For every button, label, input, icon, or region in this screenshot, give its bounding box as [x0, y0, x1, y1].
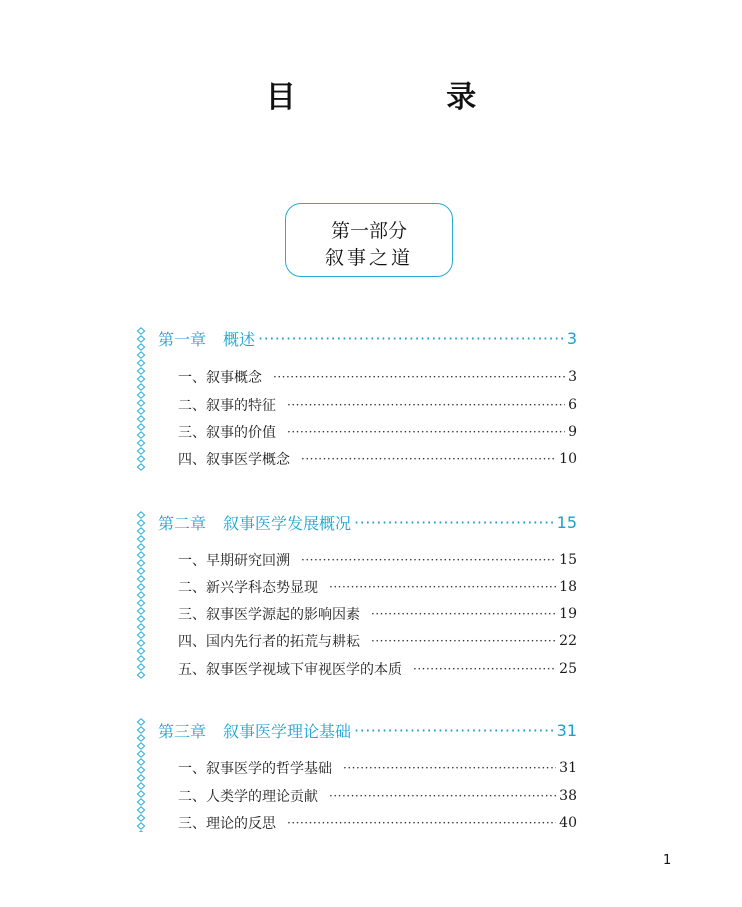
section-page: 6 [568, 397, 577, 413]
chapter-page: 15 [556, 512, 577, 532]
part-heading-box [285, 203, 453, 277]
toc-section-entry[interactable] [178, 448, 577, 470]
dot-leader [287, 398, 565, 412]
section-title: 五、叙事医学视域下审视医学的本质 [178, 662, 402, 678]
section-page: 38 [559, 788, 577, 804]
section-title: 一、叙事概念 [178, 370, 262, 386]
section-page: 25 [559, 661, 577, 677]
part-label: 第一部分 [330, 220, 407, 242]
dot-leader [287, 425, 565, 439]
section-title: 二、人类学的理论贡献 [178, 789, 318, 805]
section-page: 22 [559, 633, 577, 649]
chapter-2-entry[interactable] [158, 510, 577, 534]
section-title: 四、国内先行者的拓荒与耕耘 [178, 634, 360, 650]
section-page: 9 [568, 424, 577, 440]
dot-leader [301, 553, 556, 567]
toc-section-entry[interactable] [178, 603, 577, 625]
page-title: 目 录 [265, 80, 547, 115]
section-page: 19 [559, 606, 577, 622]
section-page: 40 [559, 815, 577, 831]
section-title: 二、叙事的特征 [178, 398, 276, 414]
toc-section-entry[interactable] [178, 630, 577, 652]
toc-section-entry[interactable] [178, 576, 577, 598]
section-title: 四、叙事医学概念 [178, 452, 290, 468]
chapter-number: 第一章 [158, 329, 207, 349]
dot-leader [301, 452, 556, 466]
chapter-3-entry[interactable] [158, 718, 577, 742]
section-title: 二、新兴学科态势显现 [178, 580, 318, 596]
chapter-number: 第二章 [158, 513, 207, 533]
chapter-title: 叙事医学理论基础 [223, 721, 352, 741]
toc-section-entry[interactable] [178, 549, 577, 571]
toc-section-entry[interactable] [178, 394, 577, 416]
toc-section-entry[interactable] [178, 658, 577, 680]
chapter-page: 31 [556, 720, 577, 740]
toc-section-entry[interactable] [178, 366, 577, 388]
chapter-1-diamond-border [136, 327, 146, 471]
chapter-1-entry[interactable] [158, 326, 577, 350]
part-name: 叙事之道 [324, 247, 413, 269]
section-page: 31 [559, 760, 577, 776]
section-title: 三、叙事医学源起的影响因素 [178, 607, 360, 623]
dot-leader [343, 761, 556, 775]
chapter-title: 叙事医学发展概况 [223, 513, 352, 533]
toc-section-entry[interactable] [178, 421, 577, 443]
section-title: 一、早期研究回溯 [178, 553, 290, 569]
chapter-page: 3 [566, 328, 577, 348]
section-title: 三、叙事的价值 [178, 425, 276, 441]
dot-leader [371, 634, 556, 648]
section-title: 一、叙事医学的哲学基础 [178, 761, 332, 777]
dot-leader [354, 513, 554, 532]
chapter-2-diamond-border [136, 511, 146, 679]
dot-leader [287, 816, 556, 830]
dot-leader [329, 789, 556, 803]
toc-section-entry[interactable] [178, 785, 577, 807]
section-page: 18 [559, 579, 577, 595]
dot-leader [371, 607, 556, 621]
toc-section-entry[interactable] [178, 812, 577, 834]
chapter-title: 概述 [223, 329, 256, 349]
chapter-number: 第三章 [158, 721, 207, 741]
section-title: 三、理论的反思 [178, 816, 276, 832]
dot-leader [354, 721, 554, 740]
section-page: 3 [568, 369, 577, 385]
toc-section-entry[interactable] [178, 757, 577, 779]
page-number: 1 [663, 853, 672, 868]
dot-leader [258, 329, 564, 348]
chapter-3-diamond-border [136, 718, 146, 832]
section-page: 15 [559, 552, 577, 568]
dot-leader [329, 580, 556, 594]
section-page: 10 [559, 451, 577, 467]
dot-leader [413, 662, 556, 676]
dot-leader [273, 370, 565, 384]
